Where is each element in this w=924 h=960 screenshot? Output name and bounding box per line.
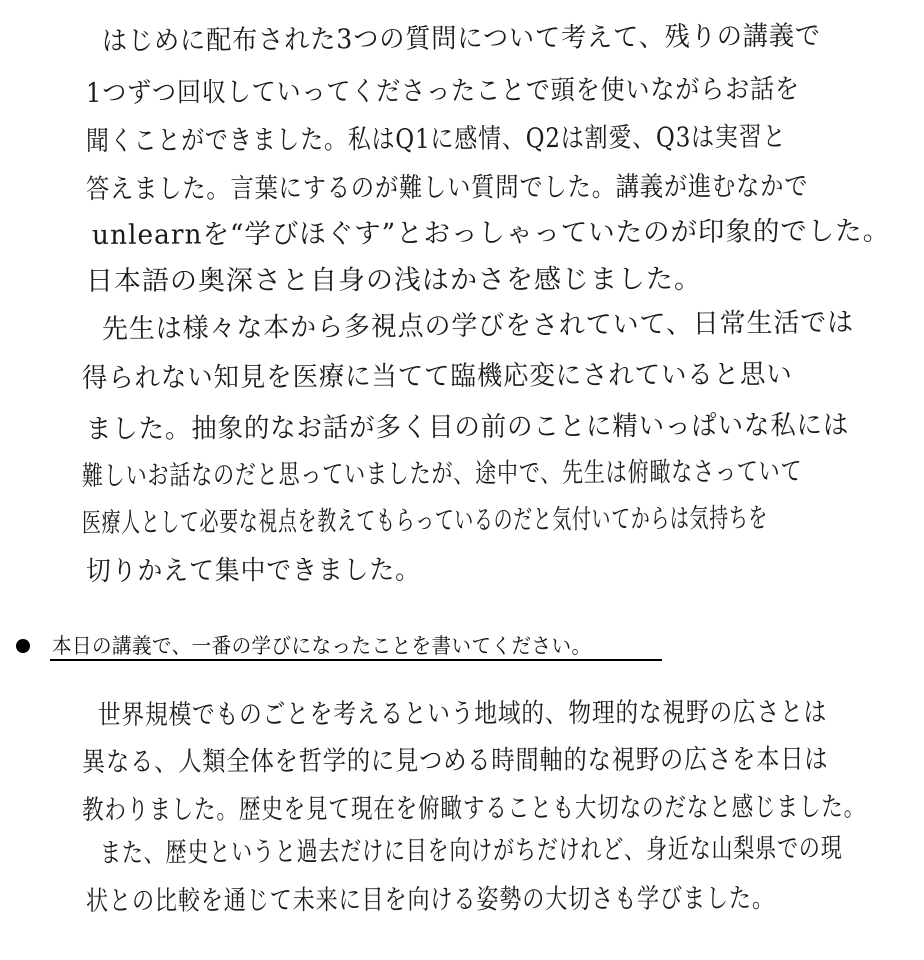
- reflection-line: 聞くことができました。私はQ1に感情、Q2は割愛、Q3は実習と: [85, 121, 787, 157]
- answer-line: 異なる、人類全体を哲学的に見つめる時間軸的な視野の広さを本日は: [81, 743, 829, 778]
- question-underline: [50, 659, 662, 661]
- answer-line: また、歴史というと過去だけに目を向けがちだけれど、身近な山梨県での現: [99, 833, 843, 869]
- reflection-line: 医療人として必要な視点を教えてもらっているのだと気付いてからは気持ちを: [81, 502, 769, 539]
- answer-line: 状との比較を通じて未来に目を向ける姿勢の大切さも学びました。: [85, 883, 775, 917]
- question-text: 本日の講義で、一番の学びになったことを書いてください。: [52, 634, 592, 658]
- question-prompt: [10, 628, 690, 664]
- reflection-line: 先生は様々な本から多視点の学びをされていて、日常生活では: [101, 307, 855, 345]
- reflection-line: unlearnを“学びほぐす”とおっしゃっていたのが印象的でした。: [91, 215, 891, 251]
- reflection-line: 1つずつ回収していってくださったことで頭を使いながらお話を: [85, 73, 801, 109]
- reflection-line: ました。抽象的なお話が多く目の前のことに精いっぱいな私には: [85, 409, 850, 445]
- reflection-line: 日本語の奥深さと自身の浅はかさを感じました。: [85, 263, 703, 297]
- reflection-line: 得られない知見を医療に当てて臨機応変にされていると思い: [81, 359, 793, 394]
- answer-line: 教わりました。歴史を見て現在を俯瞰することも大切なのだなと感じました。: [81, 791, 867, 826]
- answer-line: 世界規模でものごとを考えるという地域的、物理的な視野の広さとは: [97, 696, 828, 731]
- reflection-line: はじめに配布された3つの質問について考えて、残りの講義で: [101, 20, 822, 57]
- bullet-icon: [16, 639, 30, 653]
- reflection-line: 切りかえて集中できました。: [85, 554, 421, 587]
- reflection-line: 難しいお話なのだと思っていましたが、途中で、先生は俯瞰なさっていて: [81, 456, 803, 492]
- reflection-line: 答えました。言葉にするのが難しい質問でした。講義が進むなかで: [85, 171, 809, 205]
